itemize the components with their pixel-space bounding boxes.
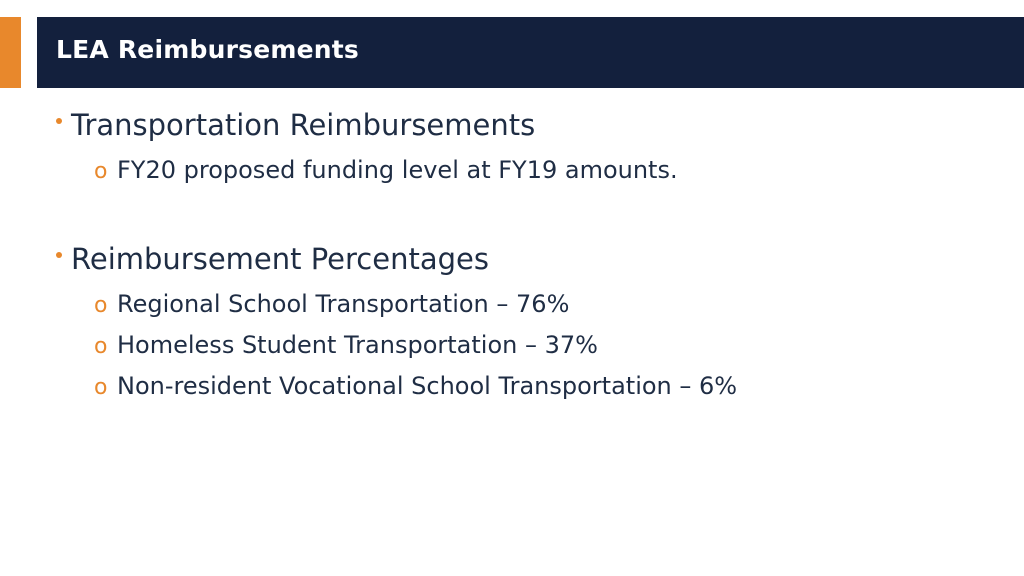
bullet-dot-icon (56, 252, 62, 258)
title-bar (37, 17, 1024, 88)
sub-bullet-text: Regional School Transportation – 76% (117, 290, 570, 318)
bullet-dot-icon (56, 118, 62, 124)
sub-bullet-text: FY20 proposed funding level at FY19 amounts. (117, 156, 678, 184)
sub-bullet-marker-icon: o (94, 293, 108, 318)
slide-title: LEA Reimbursements (56, 35, 359, 64)
sub-bullet (94, 331, 598, 359)
sub-bullet-marker-icon: o (94, 375, 108, 400)
sub-bullet (94, 372, 737, 400)
accent-bar (0, 17, 21, 88)
sub-bullet (94, 156, 678, 184)
bullet-reimbursement-percentages (56, 242, 489, 276)
bullet-transportation-reimbursements (56, 108, 535, 142)
sub-bullet-marker-icon: o (94, 334, 108, 359)
sub-bullet (94, 290, 569, 318)
sub-bullet-text: Homeless Student Transportation – 37% (117, 331, 598, 359)
sub-bullet-marker-icon: o (94, 159, 108, 184)
sub-bullet-text: Non-resident Vocational School Transportation – 6% (117, 372, 738, 400)
bullet-heading: Transportation Reimbursements (71, 108, 536, 142)
bullet-heading: Reimbursement Percentages (71, 242, 489, 276)
